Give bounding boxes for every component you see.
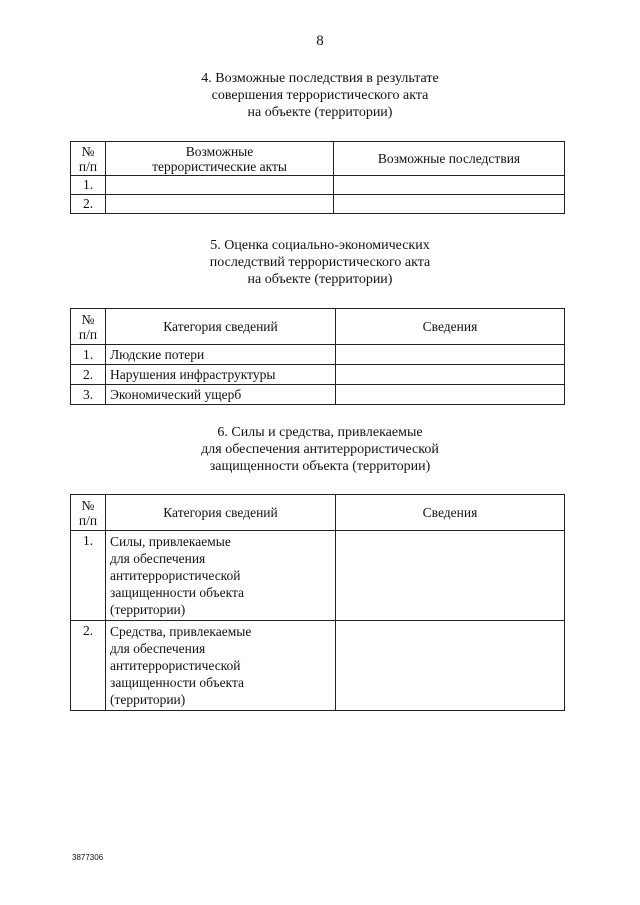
row-category: Силы, привлекаемые для обеспечения антитеррористической защищенности объекта (территории) bbox=[106, 531, 336, 621]
row-num: 1. bbox=[71, 176, 106, 195]
row-category: Людские потери bbox=[106, 345, 336, 365]
header-consequences: Возможные последствия bbox=[334, 142, 565, 176]
section-4-title: 4. Возможные последствия в результате совершения террористического акта на объекте (территории) bbox=[201, 71, 439, 120]
row-info bbox=[336, 531, 565, 621]
header-category: Категория сведений bbox=[106, 495, 336, 531]
table-row bbox=[71, 176, 565, 195]
consequences-table bbox=[70, 141, 565, 214]
section-6-title: 6. Силы и средства, привлекаемые для обеспечения антитеррористической защищенности объекта (территории) bbox=[201, 425, 439, 474]
row-num: 1. bbox=[71, 345, 106, 365]
table-row bbox=[71, 365, 565, 385]
header-acts: Возможные террористические акты bbox=[106, 142, 334, 176]
section-5-title: 5. Оценка социально-экономических последствий террористического акта на объекте (территории) bbox=[209, 238, 431, 287]
footer-code: 3877306 bbox=[72, 853, 104, 862]
table-row bbox=[71, 385, 565, 405]
header-category: Категория сведений bbox=[106, 309, 336, 345]
header-info: Сведения bbox=[336, 495, 565, 531]
row-num: 3. bbox=[71, 385, 106, 405]
table-header-row bbox=[71, 495, 565, 531]
header-num: № п/п bbox=[71, 495, 106, 531]
page-number: 8 bbox=[316, 33, 324, 49]
row-consequences bbox=[334, 176, 565, 195]
table-row bbox=[71, 531, 565, 621]
header-num: № п/п bbox=[71, 309, 106, 345]
row-info bbox=[336, 365, 565, 385]
row-num: 1. bbox=[71, 531, 106, 621]
row-info bbox=[336, 621, 565, 711]
row-consequences bbox=[334, 195, 565, 214]
row-category: Средства, привлекаемые для обеспечения антитеррористической защищенности объекта (территории) bbox=[106, 621, 336, 711]
row-info bbox=[336, 345, 565, 365]
table-header-row bbox=[71, 309, 565, 345]
row-num: 2. bbox=[71, 365, 106, 385]
table-row bbox=[71, 195, 565, 214]
row-acts bbox=[106, 195, 334, 214]
row-category: Нарушения инфраструктуры bbox=[106, 365, 336, 385]
row-info bbox=[336, 385, 565, 405]
table-row bbox=[71, 621, 565, 711]
row-num: 2. bbox=[71, 621, 106, 711]
header-info: Сведения bbox=[336, 309, 565, 345]
row-acts bbox=[106, 176, 334, 195]
socio-economic-table bbox=[70, 308, 565, 405]
table-header-row bbox=[71, 142, 565, 176]
row-num: 2. bbox=[71, 195, 106, 214]
row-category: Экономический ущерб bbox=[106, 385, 336, 405]
table-row bbox=[71, 345, 565, 365]
header-num: № п/п bbox=[71, 142, 106, 176]
forces-means-table bbox=[70, 494, 565, 711]
